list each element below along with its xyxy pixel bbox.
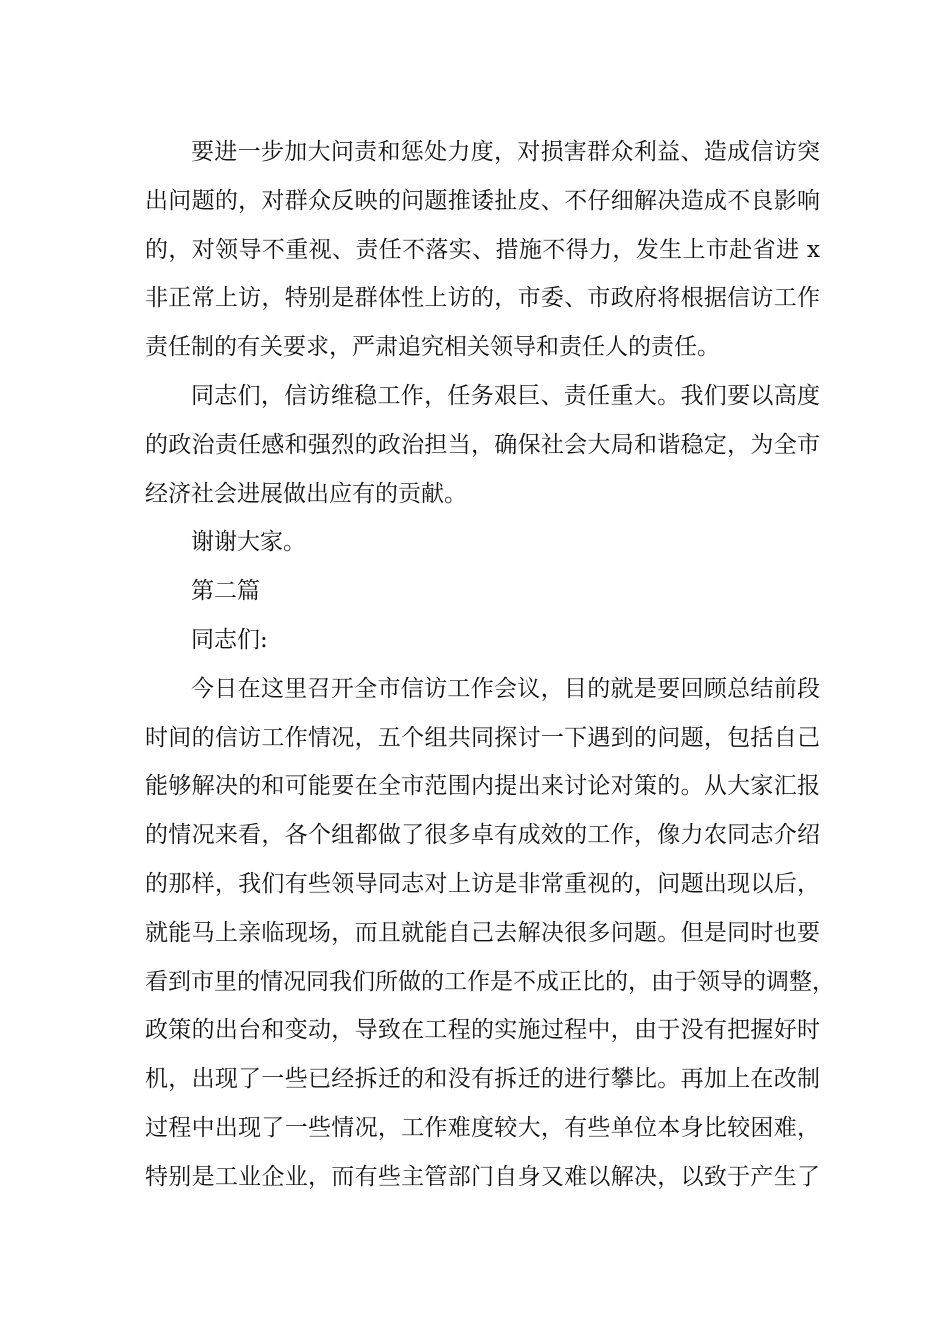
text-line: 特别是工业企业，而有些主管部门自身又难以解决，以致于产生了 (145, 1163, 820, 1190)
text-line: 的政治责任感和强烈的政治担当，确保社会大局和谐稳定，为全市 (145, 431, 820, 458)
text-line: 要进一步加大问责和惩处力度，对损害群众利益、造成信访突 (191, 139, 820, 165)
text-line: 责任制的有关要求，严肃追究相关领导和责任人的责任。 (145, 334, 720, 361)
text-line: 的情况来看，各个组都做了很多卓有成效的工作，像力农同志介绍 (145, 822, 820, 849)
text-line: 今日在这里召开全市信访工作会议，目的就是要回顾总结前段 (191, 675, 820, 702)
section-heading: 第二篇 (191, 578, 260, 605)
salutation: 同志们: (191, 626, 268, 653)
text-line: 机，出现了一些已经拆迁的和没有拆迁的进行攀比。再加上在改制 (145, 1066, 820, 1093)
text-line: 就能马上亲临现场，而且就能自己去解决很多问题。但是同时也要 (145, 919, 820, 946)
text-line: 的，对领导不重视、责任不落实、措施不得力，发生上市赴省进 x (145, 236, 820, 263)
text-line: 过程中出现了一些情况，工作难度较大，有些单位本身比较困难， (145, 1114, 820, 1141)
text-line: 政策的出台和变动，导致在工程的实施过程中，由于没有把握好时 (145, 1017, 820, 1044)
text-line: 看到市里的情况同我们所做的工作是不成正比的，由于领导的调整， (145, 968, 835, 995)
document-page (145, 128, 835, 1202)
text-line: 非正常上访，特别是群体性上访的，市委、市政府将根据信访工作 (145, 285, 820, 312)
text-line: 的那样，我们有些领导同志对上访是非常重视的，问题出现以后， (145, 870, 820, 897)
text-line: 经济社会进展做出应有的贡献。 (145, 480, 467, 507)
text-line: 谢谢大家。 (191, 529, 306, 556)
text-line: 能够解决的和可能要在全市范围内提出来讨论对策的。从大家汇报 (145, 773, 820, 800)
text-line: 出问题的，对群众反映的问题推诿扯皮、不仔细解决造成不良影响 (145, 187, 820, 214)
text-line: 时间的信访工作情况，五个组共同探讨一下遇到的问题，包括自己 (145, 724, 820, 751)
text-line: 同志们，信访维稳工作，任务艰巨、责任重大。我们要以高度 (191, 382, 820, 409)
